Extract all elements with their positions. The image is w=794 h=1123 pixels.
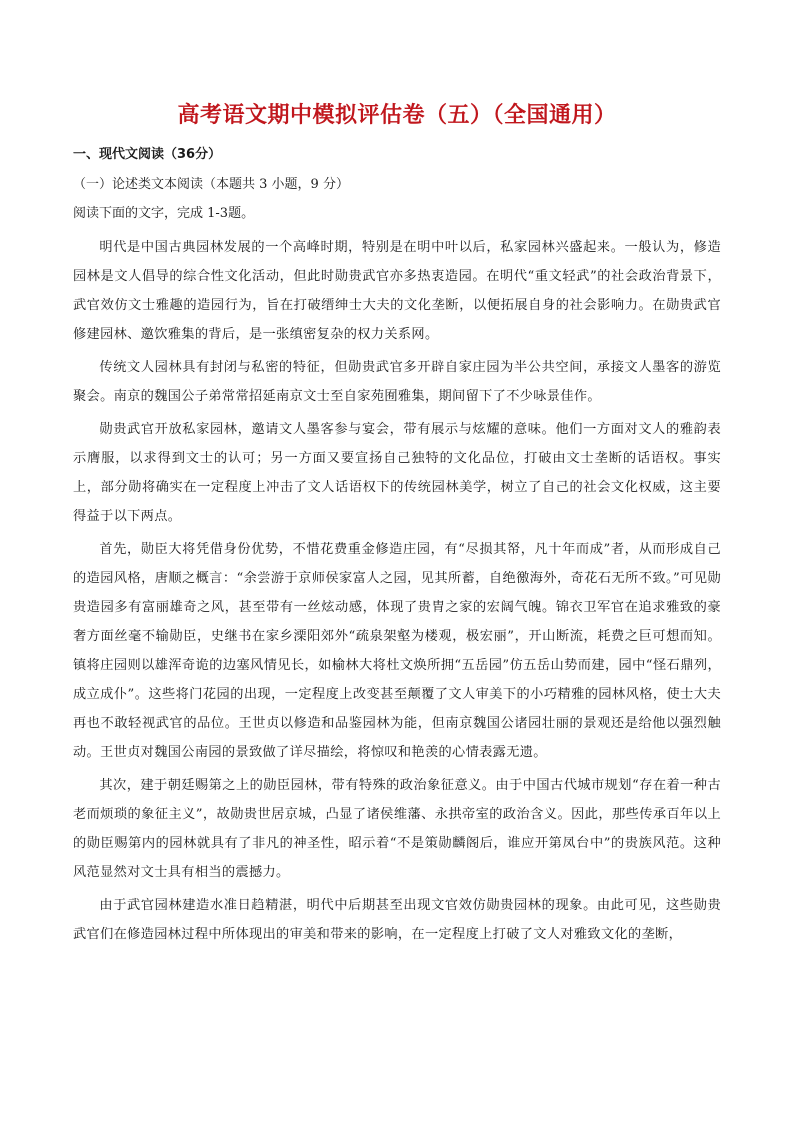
- subsection-heading: （一）论述类文本阅读（本题共 3 小题，9 分）: [73, 177, 349, 192]
- paragraph-5: 其次，建于朝廷赐第之上的勋臣园林，带有特殊的政治象征意义。由于中国古代城市规划“存在着一种古老而烦琐的象征主义”，故勋贵世居京城，凸显了诸侯维藩、永拱帝室的政治含义。因此，那些传承百年以上的勋臣赐第内的园林就具有了非凡的神圣性，昭示着“不是策勋麟阁后，谁应开第凤台中”的贵族风范。这种风范显然对文士具有相当的震撼力。: [73, 778, 721, 880]
- paragraph-3: 勋贵武官开放私家园林，邀请文人墨客参与宴会，带有展示与炫耀的意味。他们一方面对文人的雅韵表示膺服，以求得到文士的认可；另一方面又要宣扬自己独特的文化品位，打破由文士垄断的话语权。事实上，部分勋将确实在一定程度上冲击了文人话语权下的传统园林美学，树立了自己的社会文化权威，这主要得益于以下两点。: [73, 422, 721, 524]
- document-page: [73, 100, 721, 953]
- paragraph-1: 明代是中国古典园林发展的一个高峰时期，特别是在明中叶以后，私家园林兴盛起来。一般认为，修造园林是文人倡导的综合性文化活动，但此时勋贵武官亦多热衷造园。在明代“重文轻武”的社会政治背景下，武官效仿文士雅趣的造园行为，旨在打破缙绅士大夫的文化垄断，以便拓展自身的社会影响力。在勋贵武官修建园林、邀饮雅集的背后，是一张缜密复杂的权力关系网。: [73, 240, 721, 342]
- paragraph-4: 首先，勋臣大将凭借身份优势，不惜花费重金修造庄园，有“尽损其帑，凡十年而成”者，从而形成自己的造园风格，唐顺之概言：“余尝游于京师侯家富人之园，见其所蓄，自绝徼海外，奇花石无所不致。”可见勋贵造园多有富丽雄奇之风，甚至带有一丝炫动感，体现了贵胄之家的宏阔气魄。锦衣卫军官在追求雅致的豪奢方面丝毫不输勋臣，史继书在家乡溧阳郊外“疏泉架壑为楼观，极宏丽”，开山断流，耗费之巨可想而知。镇将庄园则以雄浑奇诡的边塞风情见长，如榆林大将杜文焕所拥“五岳园”仿五岳山势而建，园中“怪石鼎列，成立成仆”。这些将门花园的出现，一定程度上改变甚至颠覆了文人审美下的小巧精雅的园林风格，使士大夫再也不敢轻视武官的品位。王世贞以修造和品鉴园林为能，但南京魏国公诸园壮丽的景观还是给他以强烈触动。王世贞对魏国公南园的景致做了详尽描绘，将惊叹和艳羡的心情表露无遗。: [73, 542, 721, 760]
- paragraph-2: 传统文人园林具有封闭与私密的特征，但勋贵武官多开辟自家庄园为半公共空间，承接文人墨客的游览聚会。南京的魏国公子弟常常招延南京文士至自家苑囿雅集，期间留下了不少咏景佳作。: [73, 360, 721, 404]
- reading-instruction: 阅读下面的文字，完成 1-3题。: [73, 206, 255, 221]
- section-heading: 一、现代文阅读（36分）: [73, 147, 222, 162]
- paragraph-6: 由于武官园林建造水准日趋精湛，明代中后期甚至出现文官效仿勋贵园林的现象。由此可见，这些勋贵武官们在修造园林过程中所体现出的审美和带来的影响，在一定程度上打破了文人对雅致文化的垄断，: [73, 898, 721, 942]
- document-title: 高考语文期中模拟评估卷（五）（全国通用）: [177, 103, 617, 128]
